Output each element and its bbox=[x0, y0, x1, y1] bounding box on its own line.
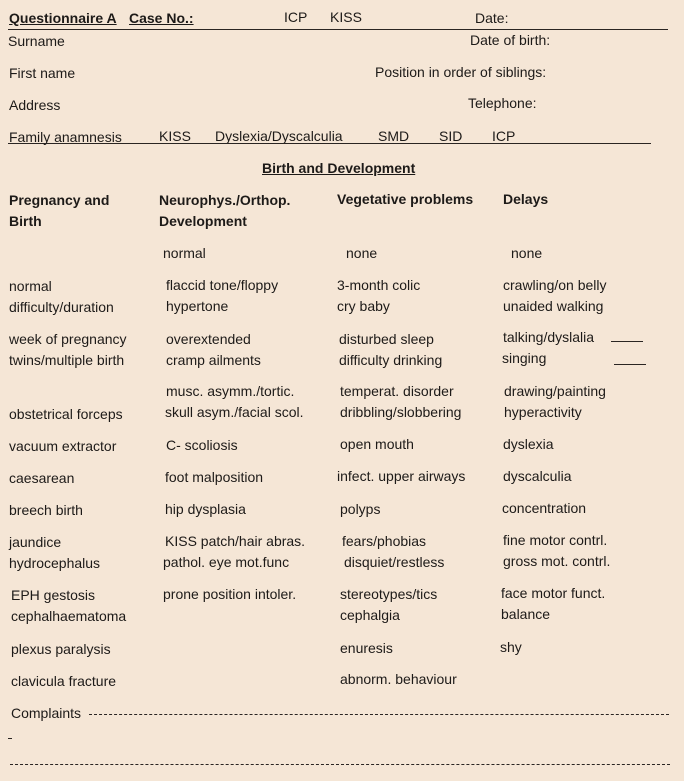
item-drawing-painting: drawing/painting bbox=[504, 383, 606, 399]
family-option-icp: ICP bbox=[492, 128, 516, 144]
item-foot-malposition: foot malposition bbox=[165, 469, 264, 485]
case-no-label: Case No.: bbox=[129, 10, 194, 26]
item-twins: twins/multiple birth bbox=[9, 352, 125, 368]
complaints-line-2 bbox=[10, 764, 670, 765]
col-header-delays: Delays bbox=[503, 191, 549, 207]
complaints-tick bbox=[8, 738, 12, 739]
col-header-pregnancy-1: Pregnancy and bbox=[9, 192, 110, 208]
family-rule bbox=[8, 143, 651, 144]
item-gross-motor: gross mot. contrl. bbox=[503, 553, 611, 569]
icp-header-option: ICP bbox=[284, 9, 308, 25]
header-rule bbox=[8, 29, 668, 30]
talking-blank-line bbox=[611, 341, 643, 342]
item-cry-baby: cry baby bbox=[337, 298, 390, 314]
item-talking-dyslalia: talking/dyslalia bbox=[503, 329, 595, 345]
item-jaundice: jaundice bbox=[9, 534, 62, 550]
family-option-kiss: KISS bbox=[159, 128, 191, 144]
complaints-label: Complaints bbox=[11, 705, 82, 721]
item-kiss-patch: KISS patch/hair abras. bbox=[165, 533, 306, 549]
item-disquiet-restless: disquiet/restless bbox=[344, 554, 445, 570]
family-option-dyslexia: Dyslexia/Dyscalculia bbox=[215, 128, 343, 144]
form-title: Questionnaire A bbox=[9, 10, 117, 26]
item-disturbed-sleep: disturbed sleep bbox=[339, 331, 434, 347]
item-overextended: overextended bbox=[166, 331, 251, 347]
item-cephalhaematoma: cephalhaematoma bbox=[11, 608, 127, 624]
section-title: Birth and Development bbox=[262, 160, 416, 176]
col-header-pregnancy-2: Birth bbox=[9, 213, 42, 229]
item-none-delays: none bbox=[511, 245, 543, 261]
item-normal-birth: normal bbox=[9, 278, 52, 294]
item-fine-motor: fine motor contrl. bbox=[503, 532, 608, 548]
dob-label: Date of birth: bbox=[470, 32, 551, 48]
item-caesarean: caesarean bbox=[9, 470, 75, 486]
item-hip-dysplasia: hip dysplasia bbox=[165, 501, 246, 517]
item-clavicula-fracture: clavicula fracture bbox=[11, 673, 117, 689]
item-dyslexia: dyslexia bbox=[503, 436, 554, 452]
item-normal-dev: normal bbox=[163, 245, 206, 261]
item-temperat-disorder: temperat. disorder bbox=[340, 383, 454, 399]
first-name-label: First name bbox=[9, 65, 76, 81]
item-skull-asym: skull asym./facial scol. bbox=[165, 404, 304, 420]
item-dyscalculia: dyscalculia bbox=[503, 468, 572, 484]
item-hydrocephalus: hydrocephalus bbox=[9, 555, 101, 571]
item-difficulty-drinking: difficulty drinking bbox=[339, 352, 443, 368]
telephone-label: Telephone: bbox=[468, 95, 537, 111]
item-unaided-walking: unaided walking bbox=[503, 298, 604, 314]
item-flaccid-tone: flaccid tone/floppy bbox=[166, 277, 279, 293]
item-c-scoliosis: C- scoliosis bbox=[166, 437, 238, 453]
item-cephalgia: cephalgia bbox=[340, 607, 400, 623]
item-prone-position: prone position intoler. bbox=[163, 586, 297, 602]
item-difficulty-duration: difficulty/duration bbox=[9, 299, 114, 315]
item-plexus-paralysis: plexus paralysis bbox=[11, 641, 111, 657]
kiss-header-option: KISS bbox=[330, 9, 362, 25]
item-week-of-pregnancy: week of pregnancy bbox=[9, 331, 127, 347]
item-stereotypes-tics: stereotypes/tics bbox=[340, 586, 438, 602]
item-breech-birth: breech birth bbox=[9, 502, 83, 518]
family-anamnesis-label: Family anamnesis bbox=[9, 129, 122, 145]
item-pathol-eye: pathol. eye mot.func bbox=[163, 554, 290, 570]
item-balance: balance bbox=[501, 606, 551, 622]
surname-label: Surname bbox=[8, 33, 65, 49]
col-header-neurophys-2: Development bbox=[159, 213, 247, 229]
item-polyps: polyps bbox=[340, 501, 381, 517]
item-hypertone: hypertone bbox=[166, 298, 229, 314]
item-enuresis: enuresis bbox=[340, 640, 393, 656]
item-face-motor: face motor funct. bbox=[501, 585, 606, 601]
item-singing: singing bbox=[502, 350, 547, 366]
item-dribbling: dribbling/slobbering bbox=[340, 404, 462, 420]
item-none-vegetative: none bbox=[346, 245, 378, 261]
address-label: Address bbox=[9, 97, 61, 113]
sibling-position-label: Position in order of siblings: bbox=[375, 64, 547, 80]
item-cramp-ailments: cramp ailments bbox=[166, 352, 261, 368]
item-colic: 3-month colic bbox=[337, 277, 421, 293]
item-crawling: crawling/on belly bbox=[503, 277, 607, 293]
item-obstetrical-forceps: obstetrical forceps bbox=[9, 406, 123, 422]
col-header-vegetative: Vegetative problems bbox=[337, 191, 474, 207]
item-hyperactivity: hyperactivity bbox=[504, 404, 582, 420]
col-header-neurophys-1: Neurophys./Orthop. bbox=[159, 192, 291, 208]
item-musc-asymm: musc. asymm./tortic. bbox=[166, 383, 295, 399]
complaints-line-1 bbox=[89, 714, 669, 715]
item-fears-phobias: fears/phobias bbox=[342, 533, 427, 549]
family-option-smd: SMD bbox=[378, 128, 410, 144]
item-concentration: concentration bbox=[502, 500, 587, 516]
item-open-mouth: open mouth bbox=[340, 436, 414, 452]
singing-blank-line bbox=[614, 364, 646, 365]
date-label: Date: bbox=[475, 10, 509, 26]
item-vacuum-extractor: vacuum extractor bbox=[9, 438, 117, 454]
family-option-sid: SID bbox=[439, 128, 463, 144]
item-eph-gestosis: EPH gestosis bbox=[11, 587, 96, 603]
item-abnorm-behaviour: abnorm. behaviour bbox=[340, 671, 457, 687]
item-infect-upper-airways: infect. upper airways bbox=[337, 468, 466, 484]
item-shy: shy bbox=[500, 639, 522, 655]
